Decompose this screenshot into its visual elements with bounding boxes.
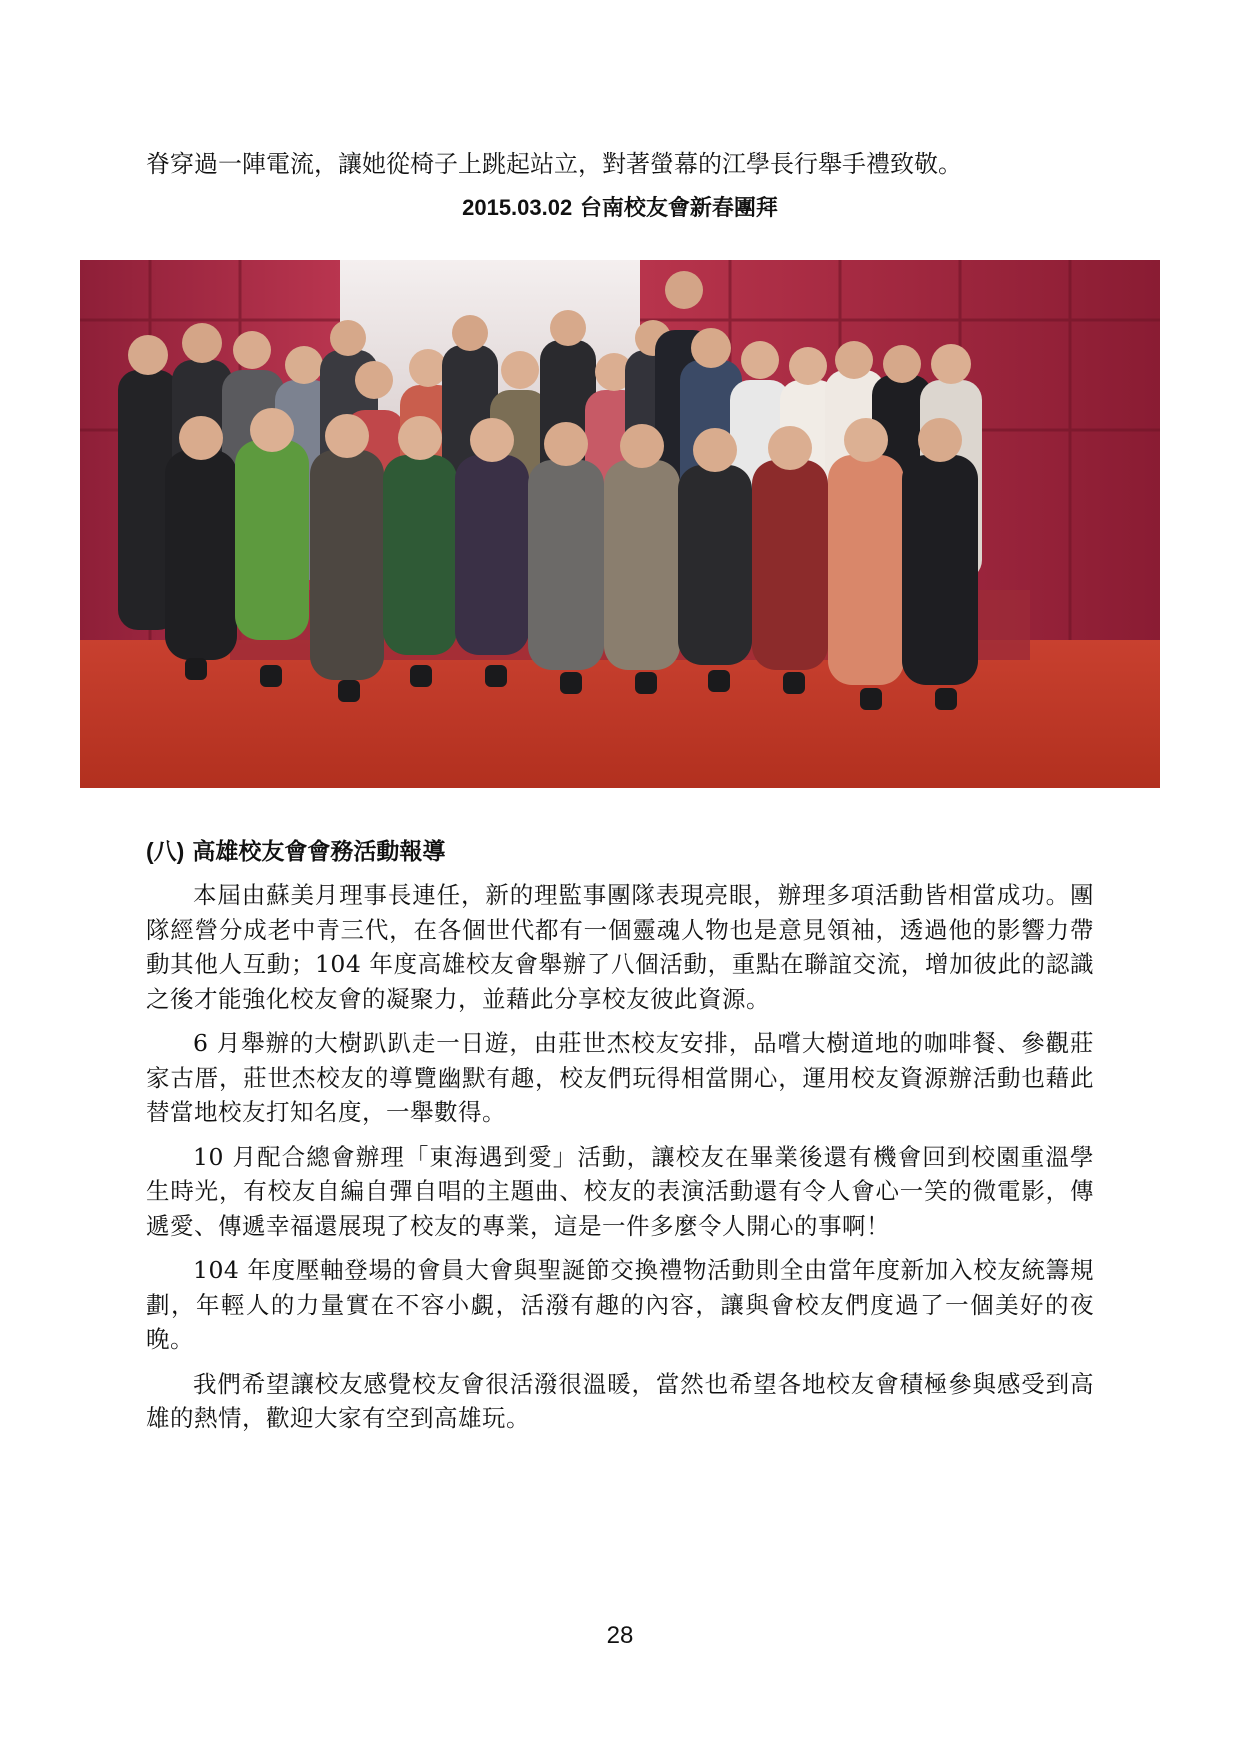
paragraph: 10 月配合總會辦理「東海遇到愛」活動，讓校友在畢業後還有機會回到校園重溫學生時光，有校友自編自彈自唱的主題曲、校友的表演活動還有令人會心一笑的微電影，傳遞愛、傳遞幸福還展現了校友的專業，這是一件多麼令人開心的事啊！ bbox=[146, 1142, 1094, 1240]
section-title: 高雄校友會會務活動報導 bbox=[184, 838, 446, 865]
paragraph: 104 年度壓軸登場的會員大會與聖誕節交換禮物活動則全由當年度新加入校友統籌規劃，年輕人的力量實在不容小覷，活潑有趣的內容，讓與會校友們度過了一個美好的夜晚。 bbox=[146, 1256, 1094, 1353]
photo-caption-text: 台南校友會新春團拜 bbox=[572, 195, 778, 221]
section-heading bbox=[146, 834, 445, 869]
photo-caption-date: 2015.03.02 bbox=[462, 195, 573, 220]
page-number: 28 bbox=[606, 1622, 634, 1649]
paragraph: 6 月舉辦的大樹趴趴走一日遊，由莊世杰校友安排，品嚐大樹道地的咖啡餐、參觀莊家古厝，莊世杰校友的導覽幽默有趣，校友們玩得相當開心，運用校友資源辦活動也藉此替當地校友打知名度，一舉數得。 bbox=[146, 1029, 1094, 1126]
group-photo bbox=[80, 260, 1160, 788]
continued-paragraph-line: 脊穿過一陣電流，讓她從椅子上跳起站立，對著螢幕的江學長行舉手禮致敬。 bbox=[146, 150, 962, 178]
section-number: (八) bbox=[146, 838, 185, 864]
photo-caption bbox=[0, 192, 1240, 224]
section-body bbox=[146, 878, 1094, 1446]
paragraph: 我們希望讓校友感覺校友會很活潑很溫暖，當然也希望各地校友會積極參與感受到高雄的熱情，歡迎大家有空到高雄玩。 bbox=[146, 1369, 1094, 1432]
paragraph: 本屆由蘇美月理事長連任，新的理監事團隊表現亮眼，辦理多項活動皆相當成功。團隊經營分成老中青三代，在各個世代都有一個靈魂人物也是意見領袖，透過他的影響力帶動其他人互動；104 年度高雄校友會舉辦了八個活動，重點在聯誼交流，增加彼此的認識之後才能強化校友會的凝聚力，並藉此分享校友彼此資源。 bbox=[146, 881, 1094, 1013]
